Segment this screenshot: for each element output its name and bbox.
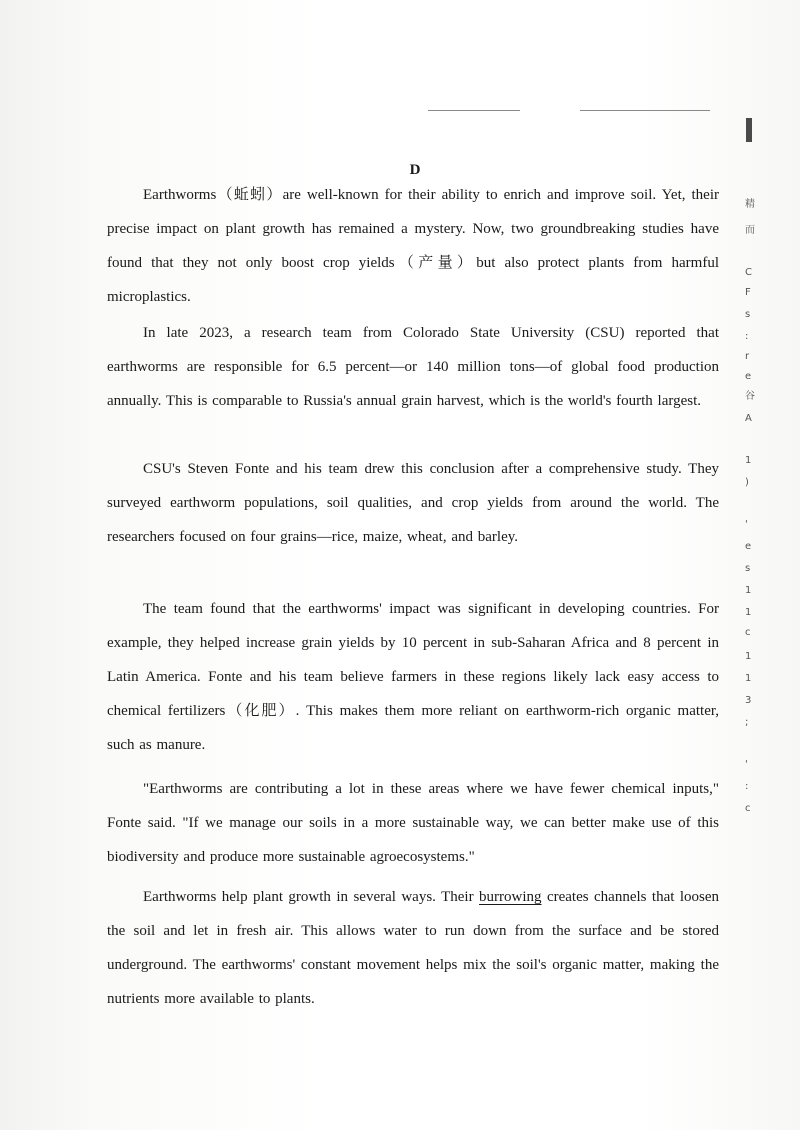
margin-mark: : bbox=[745, 331, 749, 342]
margin-mark: 而 bbox=[745, 225, 755, 236]
paragraph-2 bbox=[107, 316, 719, 428]
paragraph-4 bbox=[107, 592, 719, 772]
margin-mark: F bbox=[745, 287, 751, 298]
paragraph-1 bbox=[107, 178, 719, 324]
margin-mark: c bbox=[745, 803, 751, 814]
margin-mark: ' bbox=[745, 759, 748, 770]
margin-mark: A bbox=[745, 413, 752, 424]
paragraph-3 bbox=[107, 452, 719, 564]
paragraph-text: The team found that the earthworms' impact was significant in developing countries. For example, they helped increase grain yields by 10 percent in sub-Saharan Africa and 8 percent in Latin America. Fonte and his team believe farmers in these regions likely lack easy access to chemical fertilizers（化肥）. This makes them more reliant on earthworm-rich organic matter, such as manure. bbox=[107, 601, 719, 753]
paragraph-6 bbox=[107, 880, 719, 1026]
paragraph-text: In late 2023, a research team from Colorado State University (CSU) reported that earthworms are responsible for 6.5 percent—or 140 million tons—of global food production annually. This is comparable to Russia's annual grain harvest, which is the world's fourth largest. bbox=[107, 325, 719, 409]
page-edge-mark bbox=[746, 118, 752, 142]
paragraph-text: CSU's Steven Fonte and his team drew this conclusion after a comprehensive study. They surveyed earthworm populations, soil qualities, and crop yields from around the world. The researchers focused on four grains—rice, maize, wheat, and barley. bbox=[107, 461, 719, 545]
margin-mark: 精 bbox=[745, 199, 755, 210]
paragraph-text: Earthworms（蚯蚓）are well-known for their ability to enrich and improve soil. Yet, their precise impact on plant growth has remained a mystery. Now, two groundbreaking studies have found that they not only boost crop yields（产量）but also protect plants from harmful microplastics. bbox=[107, 187, 719, 305]
margin-mark: ' bbox=[745, 519, 748, 530]
margin-mark: 1 bbox=[745, 673, 752, 684]
margin-mark: ) bbox=[745, 477, 749, 488]
margin-mark: 1 bbox=[745, 607, 752, 618]
margin-mark: 1 bbox=[745, 455, 752, 466]
paragraph-5 bbox=[107, 772, 719, 884]
passage-heading: D bbox=[409, 162, 421, 178]
margin-mark: C bbox=[745, 267, 752, 278]
margin-mark: 1 bbox=[745, 585, 752, 596]
margin-mark: c bbox=[745, 627, 751, 638]
margin-mark: e bbox=[745, 371, 752, 382]
margin-mark: 谷 bbox=[745, 391, 755, 402]
margin-mark: ; bbox=[745, 717, 749, 728]
paragraph-text: "Earthworms are contributing a lot in these areas where we have fewer chemical inputs," Fonte said. "If we manage our soils in a more sustainable way, we can better make use of this biodiversity and produce more sustainable agroecosystems." bbox=[107, 781, 719, 865]
paragraph-text-after: creates channels that loosen the soil and let in fresh air. This allows water to run down from the surface and be stored underground. The earthworms' constant movement helps mix the soil's organic matter, making the nutrients more available to plants. bbox=[107, 889, 720, 1007]
margin-mark: 1 bbox=[745, 651, 752, 662]
margin-mark: 3 bbox=[745, 695, 752, 706]
margin-mark: : bbox=[745, 781, 749, 792]
margin-mark: e bbox=[745, 541, 752, 552]
underlined-word: burrowing bbox=[479, 889, 542, 905]
paragraph-text-before: Earthworms help plant growth in several ways. Their bbox=[143, 889, 480, 905]
header-rule-left bbox=[428, 110, 520, 111]
margin-mark: s bbox=[745, 563, 751, 574]
paragraph-text bbox=[107, 880, 719, 1016]
margin-mark: r bbox=[745, 351, 750, 362]
margin-mark: s bbox=[745, 309, 751, 320]
header-rule-right bbox=[580, 110, 710, 111]
